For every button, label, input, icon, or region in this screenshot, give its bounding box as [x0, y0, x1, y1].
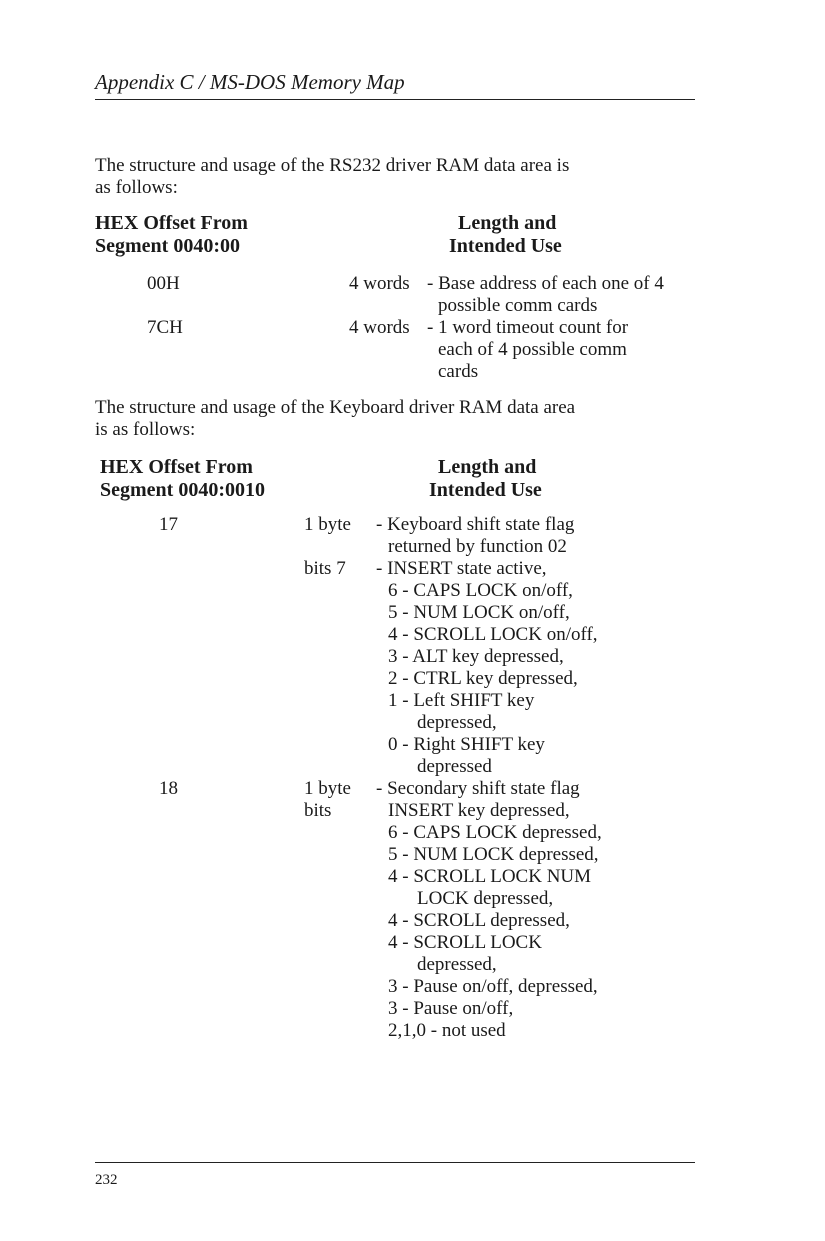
rs232-use-7ch-line-3: cards [438, 361, 479, 382]
keyboard-col1-heading-line-2: Segment 0040:0010 [100, 479, 265, 501]
keyboard-bits-18: bits [304, 800, 332, 821]
rs232-col2-heading-line-2: Intended Use [449, 235, 562, 257]
keyboard-length-17: 1 byte [304, 514, 351, 535]
keyboard-use-17-line-3: - INSERT state active, [376, 558, 547, 579]
rs232-offset-00h: 00H [147, 273, 180, 294]
rs232-intro-line-2: as follows: [95, 177, 178, 198]
rs232-col2-heading-line-1: Length and [458, 212, 557, 234]
rs232-use-7ch-line-1: - 1 word timeout count for [427, 317, 629, 338]
keyboard-use-17-line-5: 5 - NUM LOCK on/off, [388, 602, 570, 623]
keyboard-offset-18: 18 [159, 778, 178, 799]
page-number: 232 [95, 1172, 118, 1188]
keyboard-use-17-line-9: 1 - Left SHIFT key [388, 690, 535, 711]
keyboard-intro-line-1: The structure and usage of the Keyboard driver RAM data area [95, 397, 576, 418]
keyboard-use-18-line-6: LOCK depressed, [417, 888, 554, 909]
rs232-col1-heading-line-1: HEX Offset From [95, 212, 248, 234]
keyboard-col1-heading-line-1: HEX Offset From [100, 456, 253, 478]
keyboard-use-18-line-10: 3 - Pause on/off, depressed, [388, 976, 598, 997]
keyboard-intro-line-2: is as follows: [95, 419, 196, 440]
keyboard-use-18-line-11: 3 - Pause on/off, [388, 998, 514, 1019]
running-header: Appendix C / MS-DOS Memory Map [95, 70, 405, 94]
keyboard-use-18-line-12: 2,1,0 - not used [388, 1020, 506, 1041]
keyboard-col2-heading-line-2: Intended Use [429, 479, 542, 501]
keyboard-col2-heading-line-1: Length and [438, 456, 537, 478]
rs232-col1-heading-line-2: Segment 0040:00 [95, 235, 240, 257]
rs232-length-00h: 4 words [349, 273, 410, 294]
keyboard-length-18: 1 byte [304, 778, 351, 799]
keyboard-use-18-line-3: 6 - CAPS LOCK depressed, [388, 822, 602, 843]
keyboard-use-18-line-7: 4 - SCROLL depressed, [388, 910, 570, 931]
rs232-use-7ch-line-2: each of 4 possible comm [438, 339, 627, 360]
keyboard-use-17-line-12: depressed [417, 756, 492, 777]
rs232-use-00h-line-2: possible comm cards [438, 295, 598, 316]
keyboard-use-18-line-9: depressed, [417, 954, 497, 975]
keyboard-use-17-line-1: - Keyboard shift state flag [376, 514, 575, 535]
keyboard-bits-17: bits 7 [304, 558, 346, 579]
keyboard-use-17-line-7: 3 - ALT key depressed, [388, 646, 564, 667]
keyboard-use-18-line-1: - Secondary shift state flag [376, 778, 580, 799]
keyboard-use-17-line-6: 4 - SCROLL LOCK on/off, [388, 624, 598, 645]
footer-rule [95, 1162, 695, 1163]
keyboard-offset-17: 17 [159, 514, 178, 535]
rs232-offset-7ch: 7CH [147, 317, 183, 338]
keyboard-use-17-line-4: 6 - CAPS LOCK on/off, [388, 580, 573, 601]
keyboard-use-17-line-10: depressed, [417, 712, 497, 733]
header-rule [95, 99, 695, 100]
keyboard-use-18-line-2: INSERT key depressed, [388, 800, 570, 821]
keyboard-use-18-line-4: 5 - NUM LOCK depressed, [388, 844, 599, 865]
rs232-length-7ch: 4 words [349, 317, 410, 338]
rs232-intro-line-1: The structure and usage of the RS232 driver RAM data area is [95, 155, 570, 176]
keyboard-use-17-line-11: 0 - Right SHIFT key [388, 734, 545, 755]
keyboard-use-18-line-5: 4 - SCROLL LOCK NUM [388, 866, 592, 887]
rs232-use-00h-line-1: - Base address of each one of 4 [427, 273, 664, 294]
keyboard-use-17-line-2: returned by function 02 [388, 536, 567, 557]
keyboard-use-18-line-8: 4 - SCROLL LOCK [388, 932, 542, 953]
keyboard-use-17-line-8: 2 - CTRL key depressed, [388, 668, 578, 689]
